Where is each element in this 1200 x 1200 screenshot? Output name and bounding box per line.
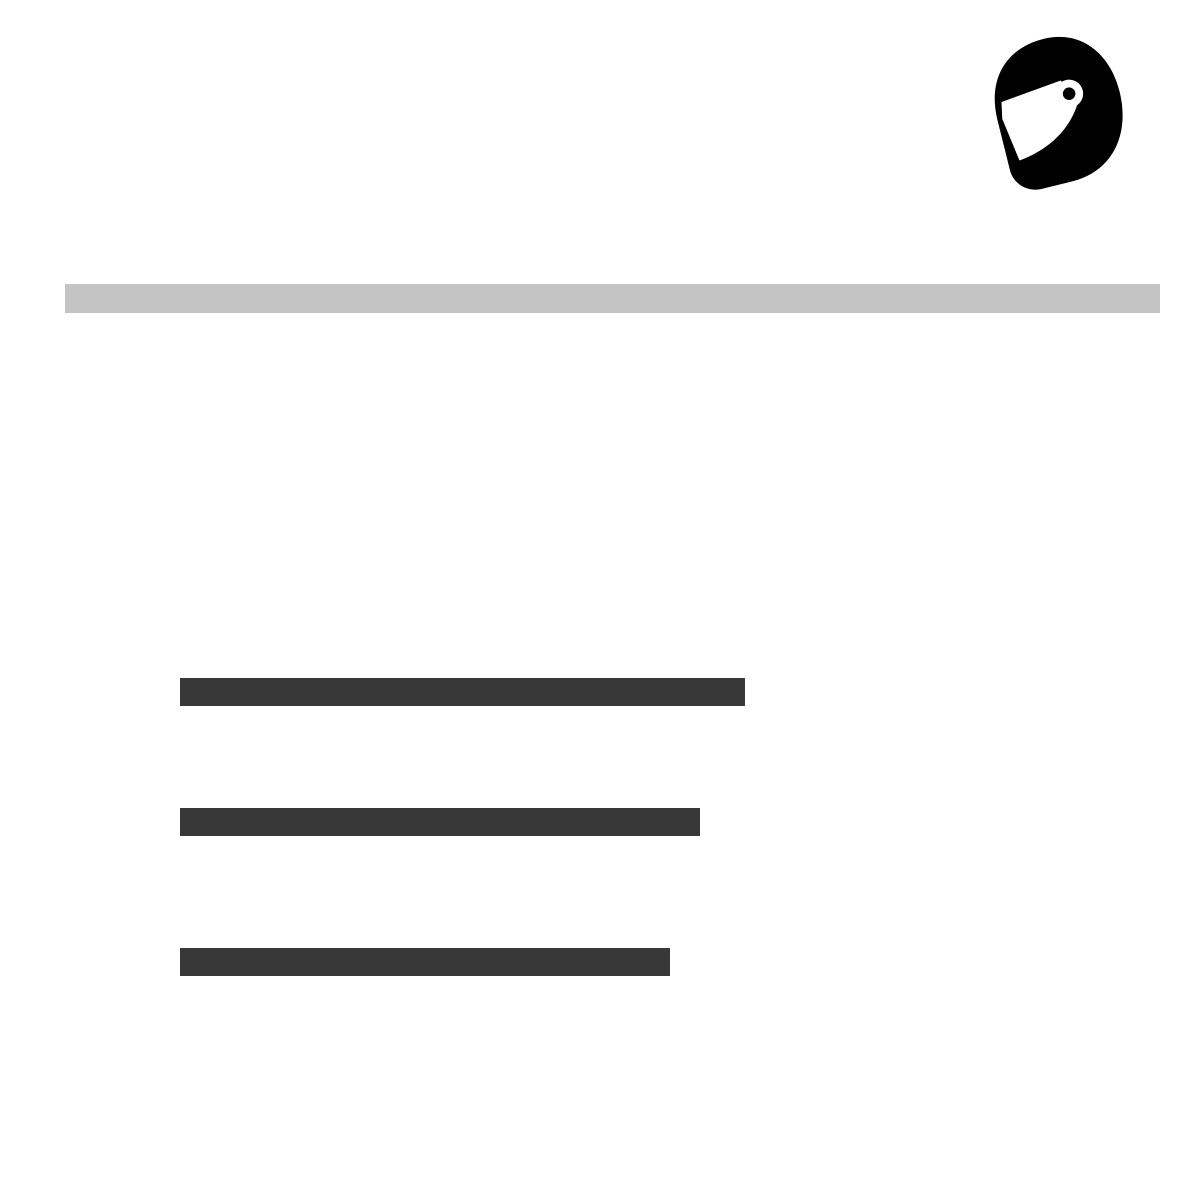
gloves-table-title (180, 808, 700, 836)
shoes-table-title (180, 678, 745, 706)
size-group-header-row (65, 251, 1160, 284)
size-number-header-row (65, 284, 1160, 313)
shoes-table (0, 678, 1200, 798)
textile-size-table (65, 251, 1160, 313)
helmet-table-title (180, 948, 670, 976)
helmet-icon (975, 28, 1140, 196)
gloves-table (0, 808, 1200, 928)
helmet-size-table (0, 948, 1200, 1168)
